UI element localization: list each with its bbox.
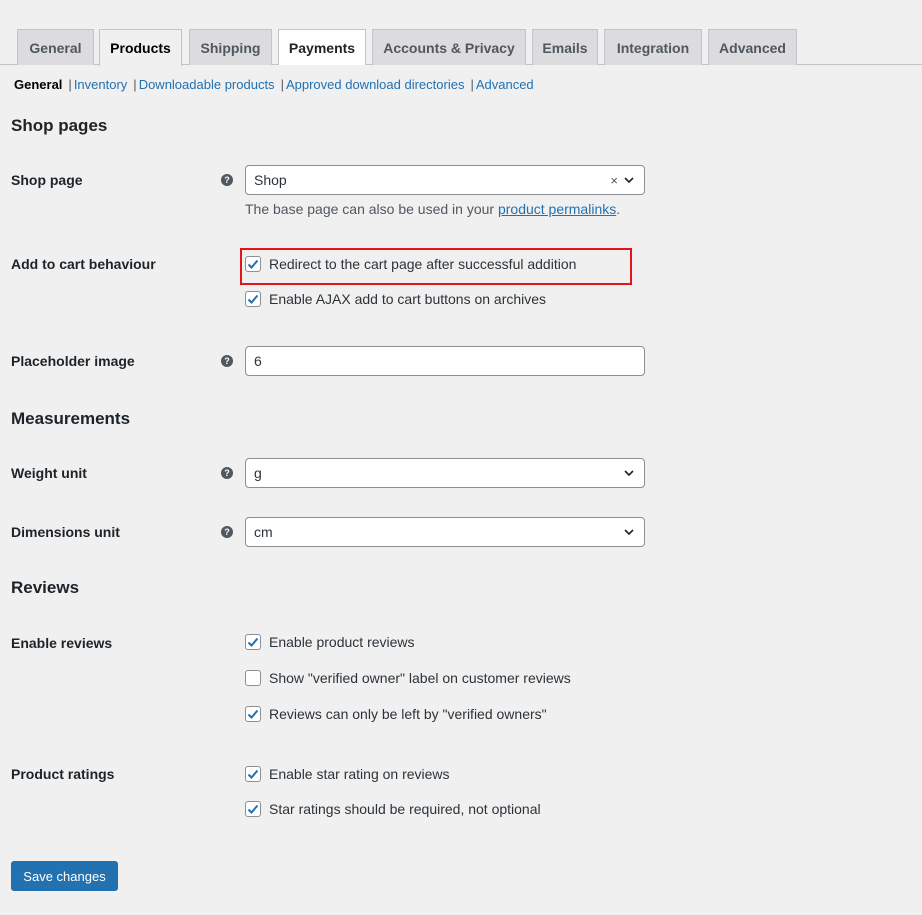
weight-unit-label: Weight unit — [11, 465, 87, 481]
subnav-link-inventory[interactable]: Inventory — [73, 77, 128, 92]
verified-owners-only-text: Reviews can only be left by "verified owners" — [269, 706, 547, 722]
help-icon[interactable]: ? — [221, 174, 233, 186]
enable-product-reviews-option[interactable] — [245, 634, 415, 650]
checkmark-icon — [246, 767, 260, 781]
enable-product-reviews-text: Enable product reviews — [269, 634, 415, 650]
product-permalinks-link[interactable]: product permalinks — [497, 201, 617, 217]
placeholder-image-input[interactable] — [245, 346, 645, 376]
tab-advanced[interactable]: Advanced — [708, 29, 797, 65]
enable-star-rating-checkbox[interactable] — [245, 766, 261, 782]
tab-payments[interactable]: Payments — [278, 29, 366, 65]
enable-product-reviews-checkbox[interactable] — [245, 634, 261, 650]
ajax-add-to-cart-checkbox[interactable] — [245, 291, 261, 307]
subnav-link-downloadable-products[interactable]: Downloadable products — [138, 77, 275, 92]
tab-products[interactable]: Products — [99, 29, 182, 66]
verified-owners-only-option[interactable] — [245, 706, 547, 722]
verified-owner-label-checkbox[interactable] — [245, 670, 261, 686]
dimensions-unit-select[interactable] — [245, 517, 645, 547]
checkmark-icon — [246, 802, 260, 816]
placeholder-image-label: Placeholder image — [11, 353, 135, 369]
shop-page-description: The base page can also be used in your product permalinks. — [245, 201, 621, 217]
add-to-cart-label: Add to cart behaviour — [11, 256, 156, 272]
redirect-to-cart-option[interactable] — [245, 256, 576, 272]
clear-icon[interactable]: × — [610, 172, 618, 188]
chevron-down-icon — [622, 466, 636, 480]
redirect-to-cart-checkbox[interactable] — [245, 256, 261, 272]
dimensions-unit-value: cm — [254, 524, 273, 540]
weight-unit-select[interactable] — [245, 458, 645, 488]
section-subnav: General | Inventory | Downloadable products | Approved download directories | Advanced — [14, 77, 534, 92]
verified-owners-only-checkbox[interactable] — [245, 706, 261, 722]
subnav-link-advanced[interactable]: Advanced — [475, 77, 534, 92]
star-rating-required-text: Star ratings should be required, not optional — [269, 801, 541, 817]
shop-page-value: Shop — [254, 172, 287, 188]
enable-star-rating-option[interactable] — [245, 766, 450, 782]
subnav-current-general: General — [14, 77, 63, 92]
ajax-add-to-cart-option[interactable] — [245, 291, 546, 307]
subnav-link-approved-download-directories[interactable]: Approved download directories — [285, 77, 465, 92]
tab-accounts-privacy[interactable]: Accounts & Privacy — [372, 29, 526, 65]
weight-unit-value: g — [254, 465, 262, 481]
tab-emails[interactable]: Emails — [532, 29, 598, 65]
shop-page-select[interactable] — [245, 165, 645, 195]
save-changes-button[interactable]: Save changes — [11, 861, 118, 891]
verified-owner-label-option[interactable] — [245, 670, 571, 686]
section-title-reviews: Reviews — [11, 578, 80, 597]
checkmark-icon — [246, 707, 260, 721]
chevron-down-icon — [622, 525, 636, 539]
tab-shipping[interactable]: Shipping — [189, 29, 272, 65]
checkmark-icon — [246, 292, 260, 306]
ajax-add-to-cart-label: Enable AJAX add to cart buttons on archives — [269, 291, 547, 307]
checkmark-icon — [246, 257, 260, 271]
product-ratings-label: Product ratings — [11, 766, 115, 782]
redirect-to-cart-label: Redirect to the cart page after successful addition — [269, 256, 577, 272]
star-rating-required-checkbox[interactable] — [245, 801, 261, 817]
chevron-down-icon — [622, 173, 636, 187]
help-icon[interactable]: ? — [221, 526, 233, 538]
placeholder-image-value: 6 — [254, 353, 262, 369]
enable-reviews-label: Enable reviews — [11, 635, 113, 651]
section-title-shop-pages: Shop pages — [11, 116, 108, 135]
checkmark-icon — [246, 635, 260, 649]
star-rating-required-option[interactable] — [245, 801, 541, 817]
tab-integration[interactable]: Integration — [604, 29, 702, 65]
dimensions-unit-label: Dimensions unit — [11, 524, 120, 540]
shop-page-label: Shop page — [11, 172, 83, 188]
enable-star-rating-text: Enable star rating on reviews — [269, 766, 450, 782]
section-title-measurements: Measurements — [11, 409, 131, 428]
help-icon[interactable]: ? — [221, 467, 233, 479]
verified-owner-label-text: Show "verified owner" label on customer reviews — [269, 670, 571, 686]
tab-general[interactable]: General — [17, 29, 94, 65]
help-icon[interactable]: ? — [221, 355, 233, 367]
